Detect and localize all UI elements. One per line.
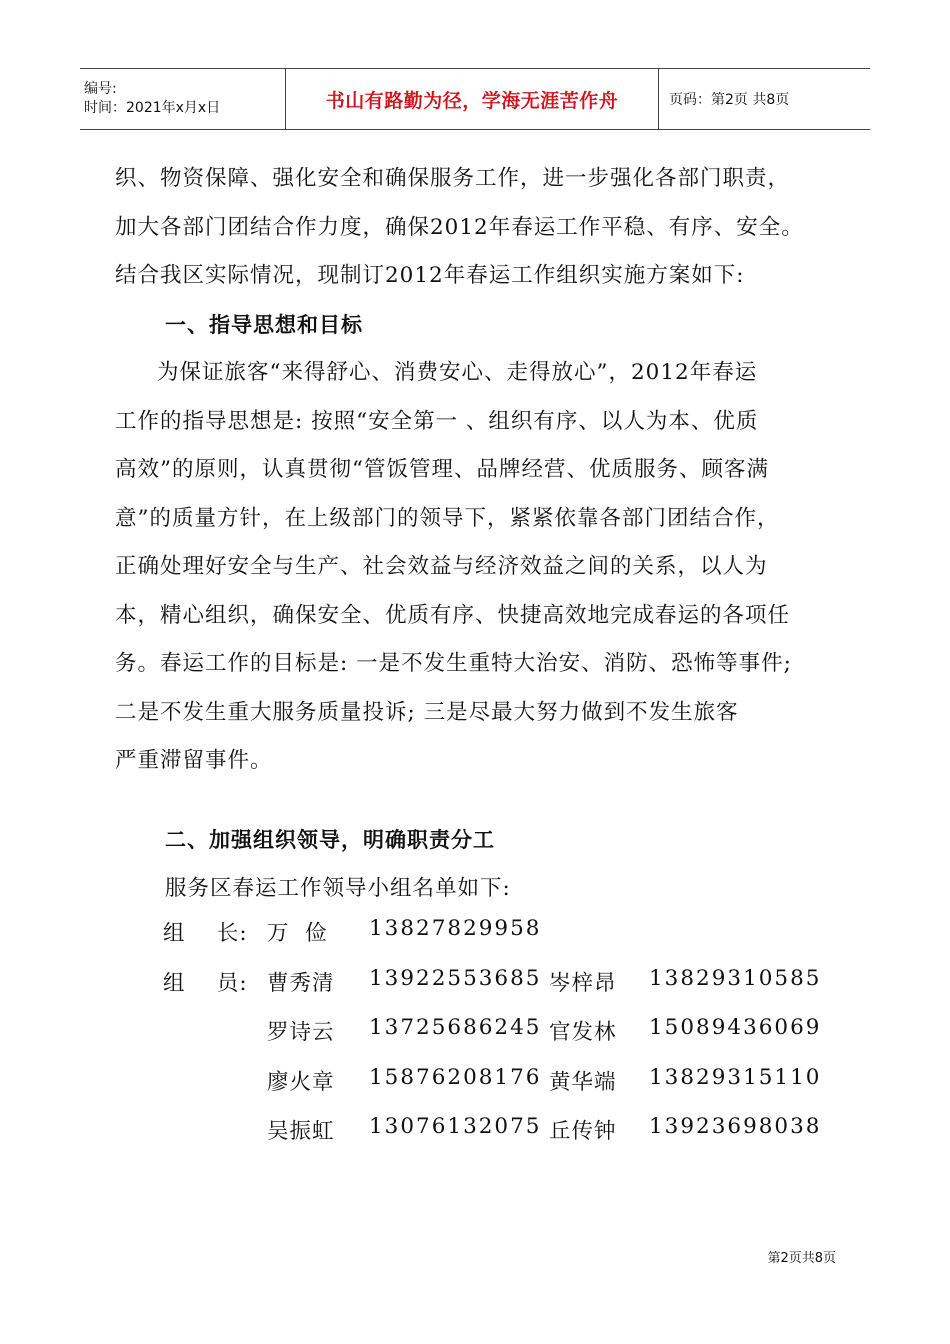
paragraph-line: 正确处理好安全与生产、社会效益与经济效益之间的关系，以人为 xyxy=(115,554,768,579)
member-name: 岑梓昂 xyxy=(549,970,617,996)
document-body xyxy=(115,155,855,786)
member-phone: 13725686245 xyxy=(369,1015,542,1040)
section-2 xyxy=(115,816,855,913)
header-meta xyxy=(80,69,286,129)
member-name: 官发林 xyxy=(549,1020,617,1045)
roster-intro: 服务区春运工作领导小组名单如下: xyxy=(165,875,511,901)
member-phone: 15876208176 xyxy=(369,1064,542,1090)
paragraph-line: 本，精心组织，确保安全、优质有序、快捷高效地完成春运的各项任 xyxy=(115,602,791,628)
paragraph-line: 为保证旅客“来得舒心、消费安心、走得放心”，2012年春运 xyxy=(157,360,758,385)
paragraph-line: 二是不发生重大服务质量投诉; 三是尽最大努力做到不发生旅客 xyxy=(115,699,739,725)
section-1-paragraph xyxy=(115,349,855,786)
member-phone: 13076132075 xyxy=(369,1114,542,1139)
body-line: 织、物资保障、强化安全和确保服务工作，进一步强化各部门职责， xyxy=(115,166,791,191)
member-phone: 13829310585 xyxy=(649,965,822,991)
member-phone: 15089436069 xyxy=(649,1015,822,1040)
page-footer: 第2页共8页 xyxy=(767,1251,836,1266)
paragraph-line: 意”的质量方针，在上级部门的领导下，紧紧依靠各部门团结合作， xyxy=(115,505,780,531)
member-phone: 13923698038 xyxy=(649,1114,822,1139)
doc-date-label: 时间：2021年x月x日 xyxy=(84,100,221,116)
member-name: 廖火章 xyxy=(267,1069,335,1095)
leader-label: 组 长: xyxy=(163,921,248,946)
header-motto-cell xyxy=(286,69,659,129)
member-name: 曹秀清 xyxy=(267,970,335,996)
paragraph-line: 工作的指导思想是: 按照“安全第一 、组织有序、以人为本、优质 xyxy=(115,408,759,434)
page-header xyxy=(80,68,870,130)
member-name: 罗诗云 xyxy=(267,1020,335,1045)
header-page-number: 页码：第2页 共8页 xyxy=(669,92,790,108)
member-label: 组 员: xyxy=(163,970,248,996)
paragraph-line: 务。春运工作的目标是: 一是不发生重特大治安、消防、恐怖等事件; xyxy=(115,651,792,676)
header-page-cell xyxy=(659,69,870,129)
member-phone: 13829315110 xyxy=(649,1064,822,1090)
member-name: 黄华端 xyxy=(549,1069,617,1095)
leader-phone: 13827829958 xyxy=(369,916,542,941)
leader-name: 万 俭 xyxy=(267,921,328,946)
doc-number-label: 编号: xyxy=(84,81,117,97)
member-phone: 13922553685 xyxy=(369,965,542,991)
member-name: 吴振虹 xyxy=(267,1119,335,1144)
body-line: 结合我区实际情况，现制订2012年春运工作组织实施方案如下: xyxy=(115,263,745,288)
paragraph-line: 高效”的原则，认真贯彻“管饭管理、品牌经营、优质服务、顾客满 xyxy=(115,457,769,482)
body-line: 加大各部门团结合作力度，确保2012年春运工作平稳、有序、安全。 xyxy=(115,214,804,240)
section-heading-1: 一、指导思想和目标 xyxy=(165,312,363,337)
member-name: 丘传钟 xyxy=(549,1119,617,1144)
section-heading-2: 二、加强组织领导，明确职责分工 xyxy=(165,828,495,852)
paragraph-line: 严重滞留事件。 xyxy=(115,748,273,773)
header-motto: 书山有路勤为径，学海无涯苦作舟 xyxy=(325,89,619,112)
